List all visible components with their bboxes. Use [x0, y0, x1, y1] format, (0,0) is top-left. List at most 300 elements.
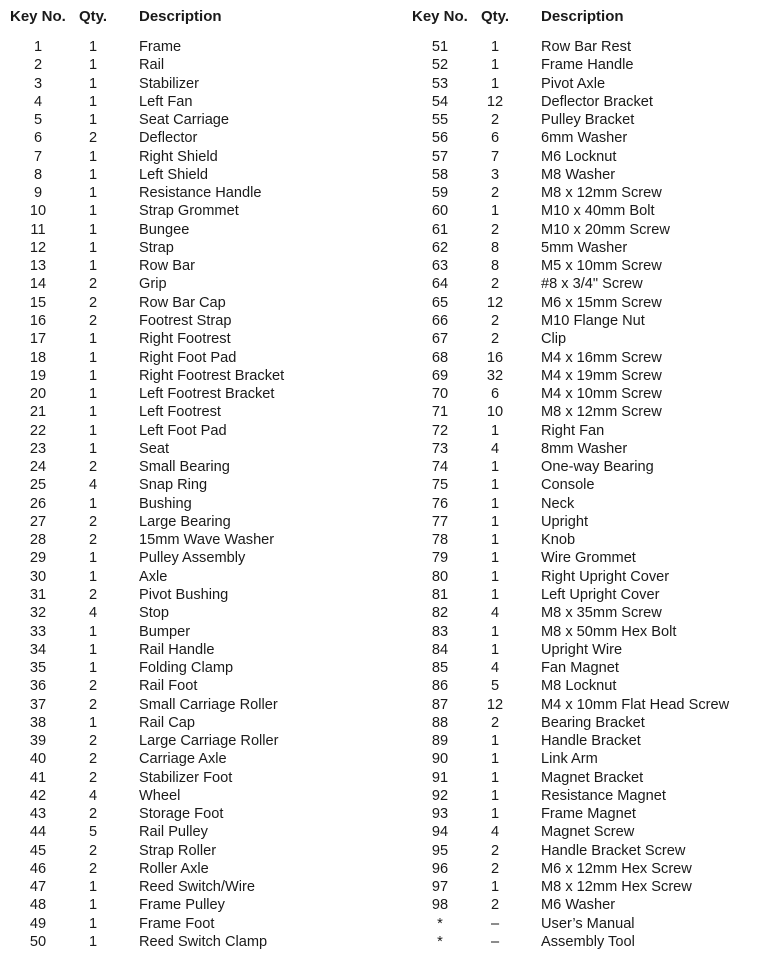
parts-row	[0, 56, 360, 74]
header-key-no: Key No.	[10, 8, 66, 25]
description-cell: Axle	[139, 568, 168, 585]
parts-row	[402, 56, 762, 74]
qty-cell: 2	[88, 294, 98, 311]
key-no-cell: 77	[431, 513, 449, 530]
key-no-cell: 13	[29, 258, 47, 275]
parts-row	[402, 458, 762, 476]
key-no-cell: 38	[29, 714, 47, 731]
parts-row	[402, 75, 762, 93]
qty-cell: 1	[88, 568, 98, 585]
qty-cell: 6	[490, 130, 500, 147]
description-cell: Rail Cap	[139, 714, 195, 731]
description-cell: Small Bearing	[139, 459, 230, 476]
description-cell: M8 x 35mm Screw	[541, 605, 662, 622]
parts-row	[0, 769, 360, 787]
qty-cell: 2	[490, 185, 500, 202]
parts-row	[0, 787, 360, 805]
parts-row	[0, 385, 360, 403]
header-description: Description	[139, 8, 222, 25]
description-cell: Rail	[139, 57, 165, 74]
key-no-cell: 40	[29, 751, 47, 768]
description-cell: M10 x 40mm Bolt	[541, 203, 655, 220]
description-cell: 6mm Washer	[541, 130, 628, 147]
description-cell: Seat Carriage	[139, 112, 230, 129]
parts-row	[402, 111, 762, 129]
description-cell: M8 Locknut	[541, 678, 617, 695]
description-cell: One-way Bearing	[541, 459, 654, 476]
parts-row	[0, 495, 360, 513]
header-qty: Qty.	[481, 8, 510, 25]
parts-row	[0, 422, 360, 440]
key-no-cell: 32	[29, 605, 47, 622]
key-no-cell: 2	[33, 57, 43, 74]
key-no-cell: 30	[29, 568, 47, 585]
key-no-cell: 24	[29, 459, 47, 476]
description-cell: Magnet Screw	[541, 824, 635, 841]
parts-row	[402, 933, 762, 951]
description-cell: Wire Grommet	[541, 550, 636, 567]
key-no-cell: 60	[431, 203, 449, 220]
parts-row	[0, 349, 360, 367]
key-no-cell: 19	[29, 367, 47, 384]
qty-cell: 1	[490, 751, 500, 768]
parts-row	[402, 549, 762, 567]
parts-row	[0, 166, 360, 184]
key-no-cell: 76	[431, 495, 449, 512]
qty-cell: 1	[88, 185, 98, 202]
key-no-cell: 48	[29, 897, 47, 914]
description-cell: Handle Bracket	[541, 733, 641, 750]
description-cell: Snap Ring	[139, 477, 208, 494]
qty-cell: 12	[486, 696, 504, 713]
key-no-cell: 54	[431, 93, 449, 110]
qty-cell: 2	[490, 897, 500, 914]
description-cell: Knob	[541, 532, 576, 549]
key-no-cell: 73	[431, 440, 449, 457]
description-cell: Strap Grommet	[139, 203, 239, 220]
parts-row	[402, 659, 762, 677]
qty-cell: 6	[490, 386, 500, 403]
qty-cell: 2	[490, 221, 500, 238]
key-no-cell: 39	[29, 733, 47, 750]
description-cell: Right Fan	[541, 422, 605, 439]
description-cell: Row Bar Rest	[541, 39, 632, 55]
description-cell: Frame Pulley	[139, 897, 225, 914]
description-cell: Seat	[139, 440, 170, 457]
parts-row	[0, 458, 360, 476]
key-no-cell: 14	[29, 276, 47, 293]
qty-cell: 16	[486, 349, 504, 366]
key-no-cell: 86	[431, 678, 449, 695]
description-cell: Right Footrest Bracket	[139, 367, 285, 384]
qty-cell: 1	[490, 641, 500, 658]
parts-row	[0, 111, 360, 129]
parts-row	[402, 184, 762, 202]
description-cell: M8 x 12mm Screw	[541, 185, 662, 202]
description-cell: Console	[541, 477, 595, 494]
header-key-no: Key No.	[412, 8, 468, 25]
parts-row	[402, 257, 762, 275]
qty-cell: 1	[88, 367, 98, 384]
qty-cell: 2	[88, 860, 98, 877]
key-no-cell: 35	[29, 660, 47, 677]
qty-cell: 1	[88, 221, 98, 238]
description-cell: Grip	[139, 276, 167, 293]
description-cell: Right Foot Pad	[139, 349, 237, 366]
parts-row	[402, 842, 762, 860]
description-cell: Row Bar Cap	[139, 294, 226, 311]
parts-row	[402, 330, 762, 348]
description-cell: Left Footrest Bracket	[139, 386, 275, 403]
parts-rows-left	[0, 38, 360, 951]
key-no-cell: 98	[431, 897, 449, 914]
description-cell: Frame Foot	[139, 915, 215, 932]
qty-cell: 2	[88, 459, 98, 476]
qty-cell: 2	[88, 696, 98, 713]
key-no-cell: 57	[431, 148, 449, 165]
key-no-cell: 27	[29, 513, 47, 530]
parts-row	[402, 623, 762, 641]
parts-row	[0, 842, 360, 860]
key-no-cell: 75	[431, 477, 449, 494]
key-no-cell: 42	[29, 787, 47, 804]
description-cell: Reed Switch/Wire	[139, 879, 255, 896]
parts-row	[0, 513, 360, 531]
parts-row	[0, 677, 360, 695]
qty-cell: 2	[88, 806, 98, 823]
key-no-cell: 61	[431, 221, 449, 238]
qty-cell: 2	[490, 331, 500, 348]
description-cell: M10 Flange Nut	[541, 312, 645, 329]
parts-row	[0, 93, 360, 111]
qty-cell: 7	[490, 148, 500, 165]
key-no-cell: *	[437, 934, 443, 951]
parts-row	[0, 294, 360, 312]
key-no-cell: 47	[29, 879, 47, 896]
qty-cell: 1	[88, 915, 98, 932]
key-no-cell: 90	[431, 751, 449, 768]
key-no-cell: 52	[431, 57, 449, 74]
key-no-cell: 10	[29, 203, 47, 220]
description-cell: Stabilizer Foot	[139, 769, 233, 786]
key-no-cell: 20	[29, 386, 47, 403]
qty-cell: 4	[490, 605, 500, 622]
qty-cell: 32	[486, 367, 504, 384]
description-cell: Pulley Bracket	[541, 112, 635, 129]
qty-cell: 1	[88, 550, 98, 567]
description-cell: M8 x 12mm Hex Screw	[541, 879, 692, 896]
parts-row	[0, 568, 360, 586]
parts-row	[0, 696, 360, 714]
parts-row	[402, 915, 762, 933]
parts-row	[402, 440, 762, 458]
key-no-cell: 28	[29, 532, 47, 549]
qty-cell: 1	[88, 879, 98, 896]
qty-cell: 3	[490, 166, 500, 183]
qty-cell: 1	[490, 586, 500, 603]
parts-row	[0, 129, 360, 147]
qty-cell: 1	[88, 404, 98, 421]
description-cell: 5mm Washer	[541, 239, 628, 256]
key-no-cell: 95	[431, 842, 449, 859]
parts-row	[402, 769, 762, 787]
key-no-cell: 33	[29, 623, 47, 640]
description-cell: Bungee	[139, 221, 190, 238]
qty-cell: 2	[88, 751, 98, 768]
parts-row	[0, 750, 360, 768]
parts-row	[0, 531, 360, 549]
key-no-cell: 50	[29, 934, 47, 951]
parts-row	[402, 239, 762, 257]
description-cell: M4 x 19mm Screw	[541, 367, 662, 384]
description-cell: M6 x 12mm Hex Screw	[541, 860, 692, 877]
parts-row	[402, 860, 762, 878]
description-cell: Neck	[541, 495, 575, 512]
key-no-cell: 23	[29, 440, 47, 457]
description-cell: Right Shield	[139, 148, 218, 165]
parts-row	[402, 148, 762, 166]
description-cell: M6 Washer	[541, 897, 616, 914]
description-cell: M8 Washer	[541, 166, 616, 183]
qty-cell: 1	[88, 148, 98, 165]
parts-row	[0, 549, 360, 567]
qty-cell: 2	[490, 112, 500, 129]
key-no-cell: 96	[431, 860, 449, 877]
qty-cell: 2	[490, 714, 500, 731]
parts-row	[402, 349, 762, 367]
key-no-cell: 45	[29, 842, 47, 859]
qty-cell: 4	[490, 440, 500, 457]
qty-cell: 1	[490, 623, 500, 640]
qty-cell: 1	[88, 495, 98, 512]
description-cell: Carriage Axle	[139, 751, 227, 768]
key-no-cell: 74	[431, 459, 449, 476]
qty-cell: –	[490, 934, 500, 951]
parts-row	[402, 823, 762, 841]
parts-row	[0, 878, 360, 896]
key-no-cell: 22	[29, 422, 47, 439]
parts-row	[0, 440, 360, 458]
qty-cell: 4	[490, 660, 500, 677]
description-cell: Large Bearing	[139, 513, 231, 530]
parts-row	[0, 221, 360, 239]
description-cell: Right Footrest	[139, 331, 231, 348]
parts-row	[402, 677, 762, 695]
qty-cell: 4	[88, 787, 98, 804]
key-no-cell: 97	[431, 879, 449, 896]
parts-row	[402, 531, 762, 549]
key-no-cell: 81	[431, 586, 449, 603]
parts-row	[402, 93, 762, 111]
key-no-cell: 71	[431, 404, 449, 421]
description-cell: Rail Handle	[139, 641, 215, 658]
description-cell: M6 x 15mm Screw	[541, 294, 662, 311]
parts-row	[402, 641, 762, 659]
key-no-cell: 37	[29, 696, 47, 713]
qty-cell: 2	[88, 733, 98, 750]
description-cell: Fan Magnet	[541, 660, 619, 677]
parts-row	[402, 896, 762, 914]
qty-cell: 1	[490, 879, 500, 896]
key-no-cell: 89	[431, 733, 449, 750]
parts-row	[0, 202, 360, 220]
qty-cell: 1	[88, 386, 98, 403]
qty-cell: 1	[88, 641, 98, 658]
parts-row	[402, 696, 762, 714]
parts-row	[402, 805, 762, 823]
parts-row	[0, 604, 360, 622]
key-no-cell: 12	[29, 239, 47, 256]
key-no-cell: 59	[431, 185, 449, 202]
qty-cell: 8	[490, 258, 500, 275]
description-cell: Stop	[139, 605, 170, 622]
key-no-cell: 87	[431, 696, 449, 713]
parts-row	[402, 385, 762, 403]
key-no-cell: 51	[431, 39, 449, 55]
key-no-cell: 46	[29, 860, 47, 877]
qty-cell: 2	[88, 513, 98, 530]
parts-row	[402, 476, 762, 494]
qty-cell: 1	[490, 422, 500, 439]
description-cell: Bearing Bracket	[541, 714, 645, 731]
key-no-cell: 56	[431, 130, 449, 147]
key-no-cell: 49	[29, 915, 47, 932]
key-no-cell: 7	[33, 148, 43, 165]
key-no-cell: 80	[431, 568, 449, 585]
qty-cell: 5	[88, 824, 98, 841]
qty-cell: 1	[490, 57, 500, 74]
key-no-cell: 72	[431, 422, 449, 439]
description-cell: Left Footrest	[139, 404, 221, 421]
key-no-cell: 3	[33, 75, 43, 92]
description-cell: Strap Roller	[139, 842, 217, 859]
description-cell: Row Bar	[139, 258, 195, 275]
key-no-cell: 65	[431, 294, 449, 311]
parts-rows-right	[402, 38, 762, 951]
parts-row	[402, 403, 762, 421]
parts-row	[402, 714, 762, 732]
description-cell: Right Upright Cover	[541, 568, 670, 585]
description-cell: Frame	[139, 39, 182, 55]
description-cell: 15mm Wave Washer	[139, 532, 275, 549]
parts-row	[402, 495, 762, 513]
key-no-cell: 21	[29, 404, 47, 421]
qty-cell: 10	[486, 404, 504, 421]
qty-cell: 2	[88, 130, 98, 147]
parts-row	[402, 221, 762, 239]
key-no-cell: 1	[33, 39, 43, 55]
description-cell: Pivot Axle	[541, 75, 606, 92]
description-cell: Deflector	[139, 130, 198, 147]
qty-cell: 1	[88, 349, 98, 366]
parts-row	[0, 915, 360, 933]
qty-cell: 2	[88, 276, 98, 293]
parts-row	[402, 202, 762, 220]
key-no-cell: 92	[431, 787, 449, 804]
qty-cell: 1	[88, 714, 98, 731]
parts-row	[0, 805, 360, 823]
qty-cell: 1	[88, 934, 98, 951]
qty-cell: 2	[88, 312, 98, 329]
qty-cell: 4	[88, 477, 98, 494]
parts-row	[402, 275, 762, 293]
description-cell: M4 x 10mm Screw	[541, 386, 662, 403]
description-cell: Pulley Assembly	[139, 550, 246, 567]
key-no-cell: 34	[29, 641, 47, 658]
description-cell: Large Carriage Roller	[139, 733, 279, 750]
key-no-cell: 85	[431, 660, 449, 677]
key-no-cell: 4	[33, 93, 43, 110]
key-no-cell: 78	[431, 532, 449, 549]
description-cell: Wheel	[139, 787, 181, 804]
qty-cell: 1	[88, 239, 98, 256]
description-cell: M5 x 10mm Screw	[541, 258, 662, 275]
qty-cell: 1	[490, 769, 500, 786]
parts-row	[0, 659, 360, 677]
key-no-cell: 84	[431, 641, 449, 658]
description-cell: M6 Locknut	[541, 148, 617, 165]
parts-row	[0, 933, 360, 951]
description-cell: Left Shield	[139, 166, 208, 183]
qty-cell: 1	[490, 495, 500, 512]
description-cell: User’s Manual	[541, 915, 635, 932]
key-no-cell: 11	[30, 221, 46, 238]
qty-cell: 4	[490, 824, 500, 841]
key-no-cell: 66	[431, 312, 449, 329]
qty-cell: 2	[490, 276, 500, 293]
parts-row	[402, 750, 762, 768]
qty-cell: 2	[490, 860, 500, 877]
description-cell: Pivot Bushing	[139, 586, 229, 603]
key-no-cell: 88	[431, 714, 449, 731]
key-no-cell: 70	[431, 386, 449, 403]
key-no-cell: 18	[29, 349, 47, 366]
description-cell: Left Upright Cover	[541, 586, 660, 603]
key-no-cell: 53	[431, 75, 449, 92]
parts-row	[402, 166, 762, 184]
key-no-cell: 63	[431, 258, 449, 275]
description-cell: Assembly Tool	[541, 934, 635, 951]
key-no-cell: 83	[431, 623, 449, 640]
key-no-cell: 36	[29, 678, 47, 695]
parts-row	[0, 641, 360, 659]
qty-cell: 1	[88, 623, 98, 640]
key-no-cell: 94	[431, 824, 449, 841]
key-no-cell: 41	[29, 769, 47, 786]
description-cell: Rail Foot	[139, 678, 198, 695]
description-cell: M4 x 10mm Flat Head Screw	[541, 696, 730, 713]
parts-row	[0, 896, 360, 914]
parts-row	[402, 129, 762, 147]
description-cell: Upright	[541, 513, 589, 530]
key-no-cell: 68	[431, 349, 449, 366]
qty-cell: 2	[490, 312, 500, 329]
qty-cell: 1	[490, 203, 500, 220]
description-cell: Frame Magnet	[541, 806, 636, 823]
key-no-cell: 25	[29, 477, 47, 494]
description-cell: Resistance Magnet	[541, 787, 666, 804]
description-cell: Link Arm	[541, 751, 598, 768]
description-cell: Footrest Strap	[139, 312, 232, 329]
qty-cell: 12	[486, 93, 504, 110]
header-qty: Qty.	[79, 8, 108, 25]
qty-cell: 1	[88, 897, 98, 914]
qty-cell: 2	[88, 586, 98, 603]
description-cell: Strap	[139, 239, 174, 256]
description-cell: Upright Wire	[541, 641, 623, 658]
description-cell: Rail Pulley	[139, 824, 208, 841]
parts-row	[0, 148, 360, 166]
